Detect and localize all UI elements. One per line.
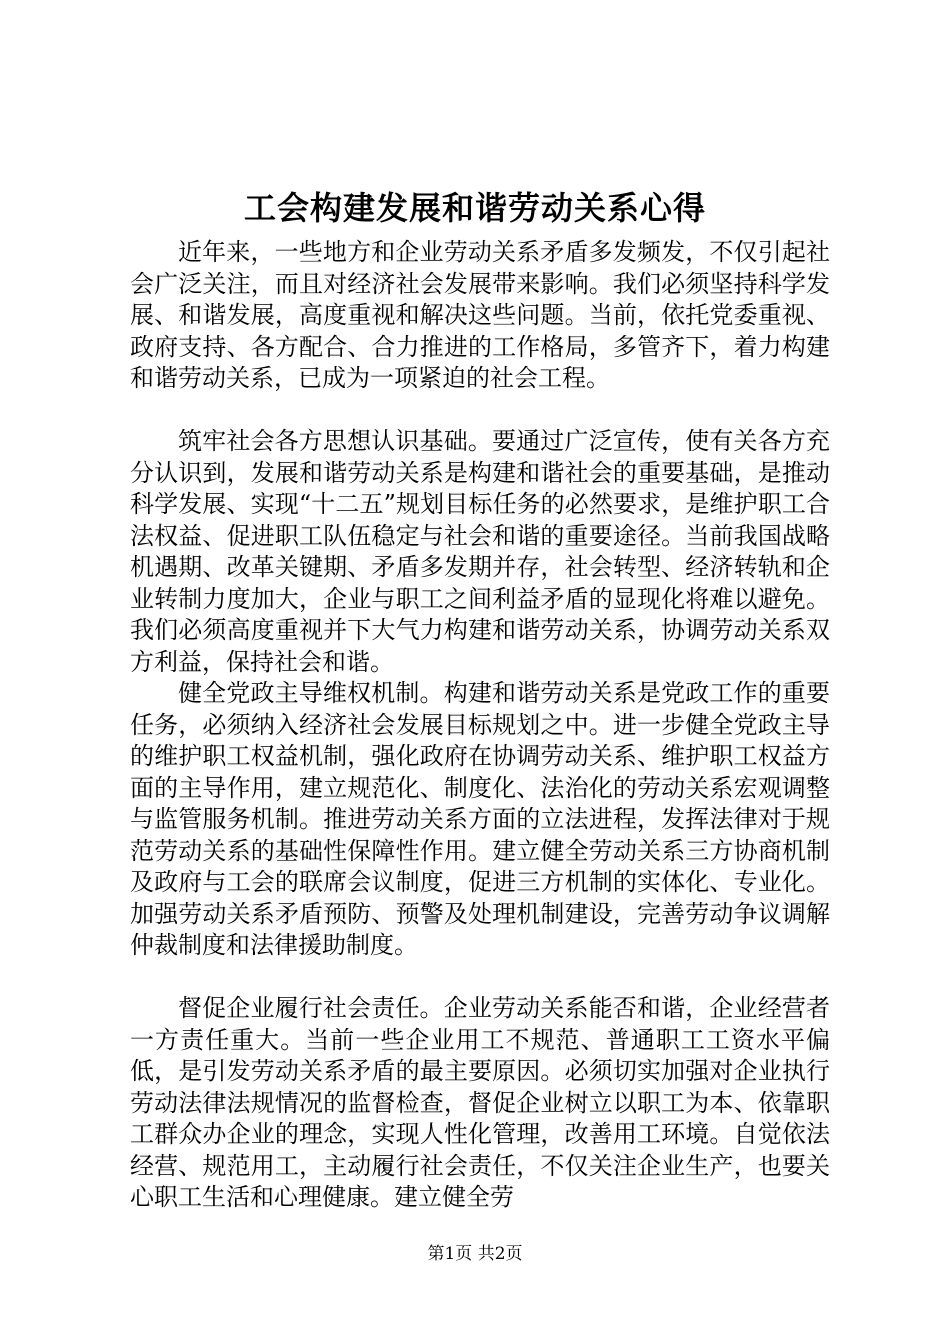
paragraph-4: 督促企业履行社会责任。企业劳动关系能否和谐，企业经营者一方责任重大。当前一些企业用工不规范、普通职工工资水平偏低，是引发劳动关系矛盾的最主要原因。必须切实加强对企业执行劳动法律法规情况的监督检查，督促企业树立以职工为本、依靠职工群众办企业的理念，实现人性化管理，改善用工环境。自觉依法经营、规范用工，主动履行社会责任，不仅关注企业生产，也要关心职工生活和心理健康。建立健全劳 [130, 994, 830, 1211]
document-body [130, 237, 830, 1214]
page-footer: 第1页 共2页 [427, 1244, 523, 1264]
document-title: 工会构建发展和谐劳动关系心得 [243, 189, 706, 227]
paragraph-2: 筑牢社会各方思想认识基础。要通过广泛宣传，使有关各方充分认识到，发展和谐劳动关系是构建和谐社会的重要基础，是推动科学发展、实现“十二五”规划目标任务的必然要求，是维护职工合法权益、促进职工队伍稳定与社会和谐的重要途径。当前我国战略机遇期、改革关键期、矛盾多发期并存，社会转型、经济转轨和企业转制力度加大，企业与职工之间利益矛盾的显现化将难以避免。我们必须高度重视并下大气力构建和谐劳动关系，协调劳动关系双方利益，保持社会和谐。 [130, 427, 830, 676]
paragraph-1: 近年来，一些地方和企业劳动关系矛盾多发频发，不仅引起社会广泛关注，而且对经济社会发展带来影响。我们必须坚持科学发展、和谐发展，高度重视和解决这些问题。当前，依托党委重视、政府支持、各方配合、合力推进的工作格局，多管齐下，着力构建和谐劳动关系，已成为一项紧迫的社会工程。 [130, 238, 830, 392]
paragraph-3: 健全党政主导维权机制。构建和谐劳动关系是党政工作的重要任务，必须纳入经济社会发展目标规划之中。进一步健全党政主导的维护职工权益机制，强化政府在协调劳动关系、维护职工权益方面的主导作用，建立规范化、制度化、法治化的劳动关系宏观调整与监管服务机制。推进劳动关系方面的立法进程，发挥法律对于规范劳动关系的基础性保障性作用。建立健全劳动关系三方协商机制及政府与工会的联席会议制度，促进三方机制的实体化、专业化。加强劳动关系矛盾预防、预警及处理机制建设，完善劳动争议调解仲裁制度和法律援助制度。 [130, 679, 830, 959]
paragraph-gap [130, 395, 830, 427]
paragraph-gap [130, 962, 830, 994]
